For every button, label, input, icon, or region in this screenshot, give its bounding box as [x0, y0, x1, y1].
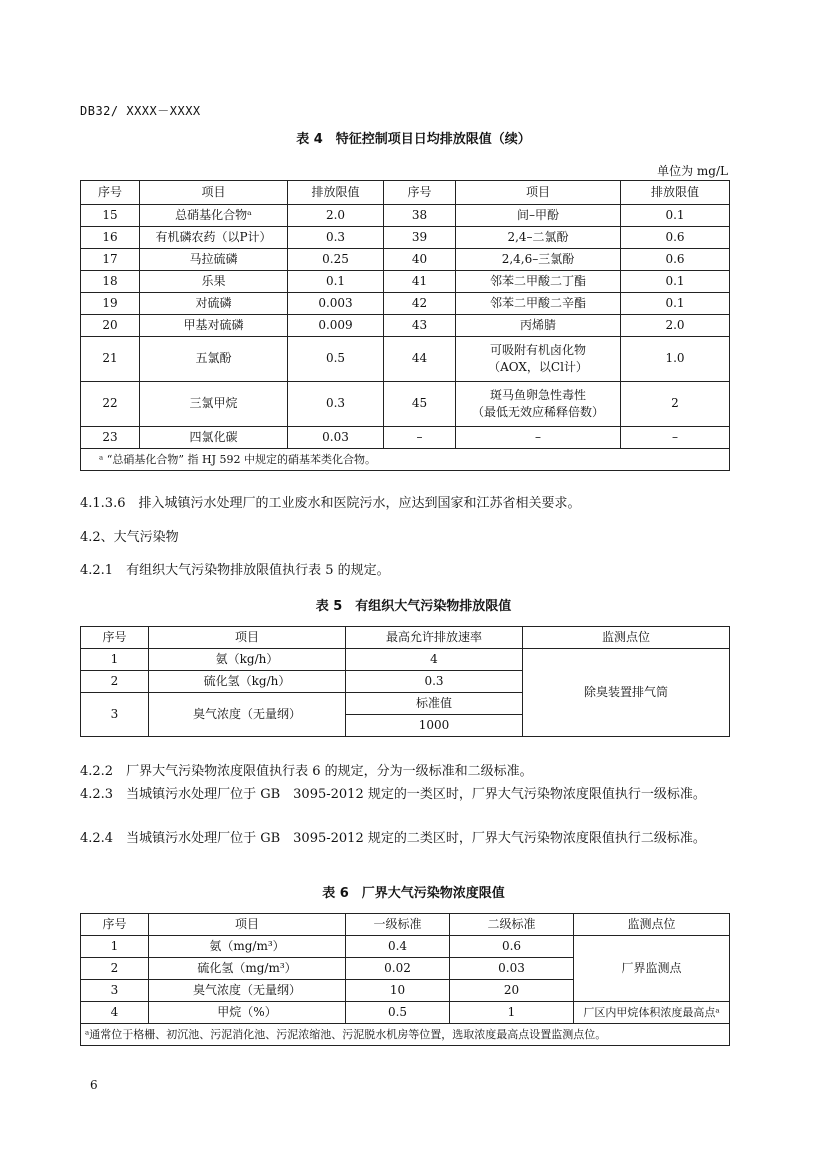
table-cell: 1: [81, 649, 149, 671]
table-cell: 2: [81, 671, 149, 693]
table-cell: 马拉硫磷: [140, 249, 288, 271]
table-cell: 3: [81, 980, 149, 1002]
table-row: [81, 936, 730, 958]
table-cell: 甲烷（%）: [149, 1002, 346, 1024]
table-row: [81, 427, 730, 449]
table-cell: 臭气浓度（无量纲）: [149, 693, 346, 737]
table-cell: 氨（mg/m³）: [149, 936, 346, 958]
table-row: [81, 227, 730, 249]
table-cell: 0.3: [288, 382, 384, 427]
table-cell: 0.4: [346, 936, 450, 958]
table-row: [81, 315, 730, 337]
table-cell: 43: [384, 315, 456, 337]
table-cell: 3: [81, 693, 149, 737]
table5-header-cell: 项目: [149, 627, 346, 649]
table6-footnote: ᵃ通常位于格栅、初沉池、污泥消化池、污泥浓缩池、污泥脱水机房等位置，选取浓度最高点设置监测点位。: [81, 1024, 730, 1046]
clause-4-1-3-6: 4.1.3.6 排入城镇污水处理厂的工业废水和医院污水，应达到国家和江苏省相关要求。: [80, 496, 581, 511]
table-row: [81, 649, 730, 671]
table4-header-cell: 序号: [384, 181, 456, 205]
table-cell: 0.6: [450, 936, 574, 958]
table5-monitor-cell: 除臭装置排气筒: [523, 649, 730, 737]
table6-header-cell: 监测点位: [574, 914, 730, 936]
table-cell: 20: [450, 980, 574, 1002]
table-cell: 22: [81, 382, 140, 427]
table-cell: 对硫磷: [140, 293, 288, 315]
table4: [80, 180, 730, 471]
table-cell: 五氯酚: [140, 337, 288, 382]
table-cell: 0.25: [288, 249, 384, 271]
table-row: [81, 249, 730, 271]
table-cell: 2,4,6–三氯酚: [456, 249, 621, 271]
table-cell: 丙烯腈: [456, 315, 621, 337]
clause-4-2-1: 4.2.1 有组织大气污染物排放限值执行表 5 的规定。: [80, 563, 390, 578]
table4-header-cell: 排放限值: [288, 181, 384, 205]
table-cell: 0.009: [288, 315, 384, 337]
table5-caption: 表 5 有组织大气污染物排放限值: [315, 599, 512, 614]
table-cell: 38: [384, 205, 456, 227]
table-cell: 硫化氢（kg/h）: [149, 671, 346, 693]
document-id: DB32/ XXXX－XXXX: [80, 104, 201, 118]
table-cell: 间–甲酚: [456, 205, 621, 227]
table4-footnote: ᵃ “总硝基化合物” 指 HJ 592 中规定的硝基苯类化合物。: [81, 449, 730, 471]
table-row: [81, 271, 730, 293]
table-cell: 2.0: [288, 205, 384, 227]
table-cell: 41: [384, 271, 456, 293]
table-cell: 厂区内甲烷体积浓度最高点ᵃ: [574, 1002, 730, 1024]
table-cell: 0.3: [346, 671, 523, 693]
table-cell: 40: [384, 249, 456, 271]
table-row: [81, 293, 730, 315]
table6-header-row: [81, 914, 730, 936]
table-cell: 0.03: [450, 958, 574, 980]
table-cell: 2,4–二氯酚: [456, 227, 621, 249]
table-cell: 0.1: [621, 293, 730, 315]
table4-header-cell: 项目: [140, 181, 288, 205]
table-cell: 2.0: [621, 315, 730, 337]
table-cell: 19: [81, 293, 140, 315]
table-cell: 1: [450, 1002, 574, 1024]
table-cell: 39: [384, 227, 456, 249]
table-cell: 21: [81, 337, 140, 382]
table-cell: 1.0: [621, 337, 730, 382]
table6-monitor-cell: 厂界监测点: [574, 936, 730, 1002]
table-cell: 2: [621, 382, 730, 427]
table-cell: 硫化氢（mg/m³）: [149, 958, 346, 980]
table4-header-cell: 项目: [456, 181, 621, 205]
table-cell: –: [456, 427, 621, 449]
table-cell-line: 斑马鱼卵急性毒性: [489, 387, 586, 402]
table-cell: 0.02: [346, 958, 450, 980]
table-cell: 42: [384, 293, 456, 315]
table-cell: 17: [81, 249, 140, 271]
table5-header-cell: 最高允许排放速率: [346, 627, 523, 649]
table-row: [81, 205, 730, 227]
table6-header-cell: 一级标准: [346, 914, 450, 936]
table-cell: 15: [81, 205, 140, 227]
table-cell: 20: [81, 315, 140, 337]
table4-header-cell: 序号: [81, 181, 140, 205]
table6-header-cell: 二级标准: [450, 914, 574, 936]
table-cell: 0.1: [288, 271, 384, 293]
table-cell: 0.5: [346, 1002, 450, 1024]
table-cell: 甲基对硫磷: [140, 315, 288, 337]
section-heading-4-2: 4.2、大气污染物: [80, 530, 179, 545]
table-cell: 标准值: [346, 693, 523, 715]
table6-header-cell: 项目: [149, 914, 346, 936]
table-cell: –: [384, 427, 456, 449]
table-row: [81, 337, 730, 382]
table-cell-line: （AOX，以Cl计）: [488, 360, 588, 374]
table-cell: 邻苯二甲酸二辛酯: [456, 293, 621, 315]
table-cell: 44: [384, 337, 456, 382]
table-cell: 0.003: [288, 293, 384, 315]
table-cell: 18: [81, 271, 140, 293]
table-cell: 有机磷农药（以P计）: [140, 227, 288, 249]
table4-unit: 单位为 mg/L: [657, 164, 728, 178]
table-row: [81, 382, 730, 427]
table-cell: 0.1: [621, 205, 730, 227]
table4-caption: 表 4 特征控制项目日均排放限值（续）: [296, 132, 531, 147]
table-cell: 16: [81, 227, 140, 249]
table-row: [81, 1002, 730, 1024]
table-cell: 0.5: [288, 337, 384, 382]
table-cell: 总硝基化合物ᵃ: [140, 205, 288, 227]
table-cell: 2: [81, 958, 149, 980]
table-cell: 0.3: [288, 227, 384, 249]
table-cell: 4: [81, 1002, 149, 1024]
table-cell: 23: [81, 427, 140, 449]
table-cell: 0.03: [288, 427, 384, 449]
table-cell: 10: [346, 980, 450, 1002]
table4-header-row: [81, 181, 730, 205]
table-cell: 4: [346, 649, 523, 671]
table-cell: 45: [384, 382, 456, 427]
table-cell-line: （最低无效应稀释倍数）: [471, 405, 604, 419]
table5-header-row: [81, 627, 730, 649]
table-cell: 氨（kg/h）: [149, 649, 346, 671]
clause-4-2-4: 4.2.4 当城镇污水处理厂位于 GB 3095-2012 规定的二类区时，厂界大气污染物浓度限值执行二级标准。: [80, 831, 706, 846]
table-note-row: [81, 449, 730, 471]
table-cell: 四氯化碳: [140, 427, 288, 449]
clause-4-2-3: 4.2.3 当城镇污水处理厂位于 GB 3095-2012 规定的一类区时，厂界大气污染物浓度限值执行一级标准。: [80, 787, 706, 802]
table-cell: 乐果: [140, 271, 288, 293]
clause-4-2-2: 4.2.2 厂界大气污染物浓度限值执行表 6 的规定，分为一级标准和二级标准。: [80, 764, 533, 779]
table-note-row: [81, 1024, 730, 1046]
table-cell: 邻苯二甲酸二丁酯: [456, 271, 621, 293]
table-cell: 1000: [346, 715, 523, 737]
page-number: 6: [90, 1078, 98, 1092]
table-cell: 0.1: [621, 271, 730, 293]
table5: [80, 626, 730, 737]
table6-caption: 表 6 厂界大气污染物浓度限值: [322, 886, 505, 901]
table-cell: 三氯甲烷: [140, 382, 288, 427]
table-cell: [456, 382, 621, 427]
table5-header-cell: 序号: [81, 627, 149, 649]
table6-header-cell: 序号: [81, 914, 149, 936]
table6: [80, 913, 730, 1046]
table-cell-line: 可吸附有机卤化物: [489, 342, 586, 357]
table5-header-cell: 监测点位: [523, 627, 730, 649]
table-cell: 0.6: [621, 227, 730, 249]
table-cell: 0.6: [621, 249, 730, 271]
table-cell: –: [621, 427, 730, 449]
table4-header-cell: 排放限值: [621, 181, 730, 205]
table-cell: 1: [81, 936, 149, 958]
table-cell: [456, 337, 621, 382]
table-cell: 臭气浓度（无量纲）: [149, 980, 346, 1002]
